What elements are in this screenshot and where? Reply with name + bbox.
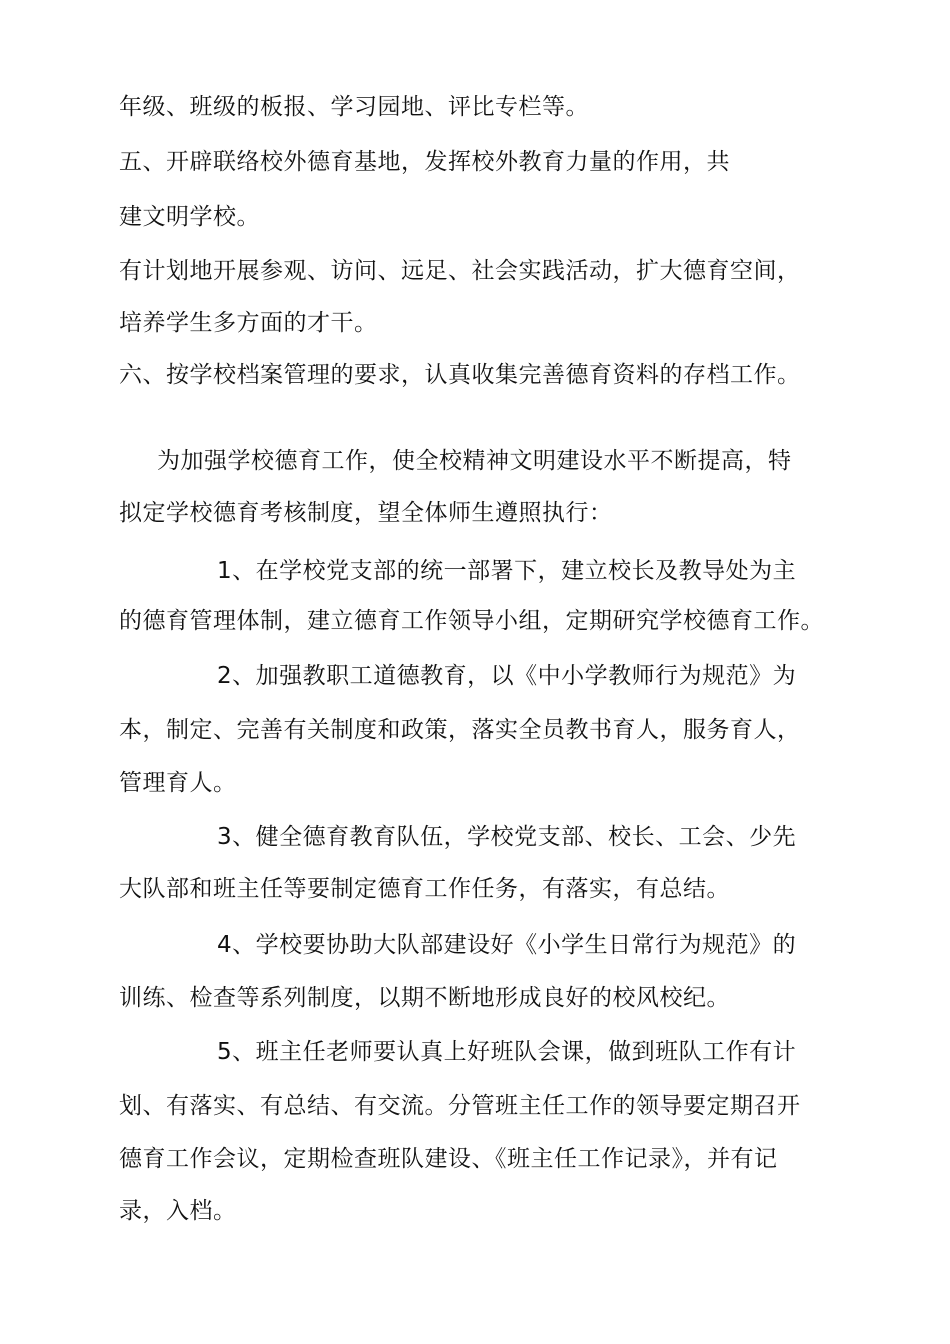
text-line: 为加强学校德育工作，使全校精神文明建设水平不断提高，特 bbox=[157, 448, 792, 474]
text-line: 建文明学校。 bbox=[119, 204, 260, 230]
text-line: 管理育人。 bbox=[119, 770, 237, 796]
text-line: 大队部和班主任等要制定德育工作任务，有落实，有总结。 bbox=[119, 876, 730, 902]
text-line: 2、加强教职工道德教育，以《中小学教师行为规范》为 bbox=[217, 663, 797, 689]
text-line: 4、学校要协助大队部建设好《小学生日常行为规范》的 bbox=[217, 932, 797, 958]
text-line: 拟定学校德育考核制度，望全体师生遵照执行： bbox=[119, 500, 613, 526]
text-line: 培养学生多方面的才干。 bbox=[119, 310, 378, 336]
text-line: 的德育管理体制，建立德育工作领导小组，定期研究学校德育工作。 bbox=[119, 608, 824, 634]
text-line: 1、在学校党支部的统一部署下，建立校长及教导处为主 bbox=[217, 558, 797, 584]
text-line: 5、班主任老师要认真上好班队会课，做到班队工作有计 bbox=[217, 1039, 797, 1065]
text-line: 六、按学校档案管理的要求，认真收集完善德育资料的存档工作。 bbox=[119, 362, 801, 388]
text-line: 3、健全德育教育队伍，学校党支部、校长、工会、少先 bbox=[217, 824, 797, 850]
text-line: 德育工作会议，定期检查班队建设、《班主任工作记录》，并有记 bbox=[119, 1146, 778, 1172]
text-line: 有计划地开展参观、访问、远足、社会实践活动，扩大德育空间， bbox=[119, 258, 801, 284]
text-line: 训练、检查等系列制度，以期不断地形成良好的校风校纪。 bbox=[119, 985, 730, 1011]
text-line: 本，制定、完善有关制度和政策，落实全员教书育人，服务育人， bbox=[119, 717, 801, 743]
text-line: 划、有落实、有总结、有交流。分管班主任工作的领导要定期召开 bbox=[119, 1093, 801, 1119]
text-line: 五、开辟联络校外德育基地，发挥校外教育力量的作用，共 bbox=[119, 149, 730, 175]
text-line: 录，入档。 bbox=[119, 1198, 237, 1224]
text-line: 年级、班级的板报、学习园地、评比专栏等。 bbox=[119, 94, 589, 120]
